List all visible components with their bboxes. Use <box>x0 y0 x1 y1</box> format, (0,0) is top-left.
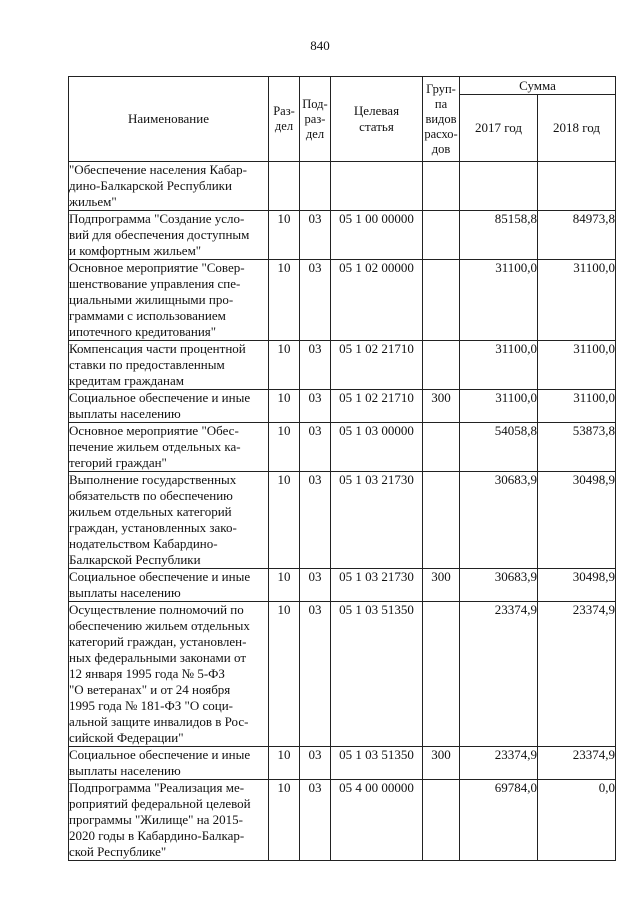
header-sum: Сумма <box>460 77 616 95</box>
row-section: 10 <box>269 747 300 780</box>
table-row <box>69 390 616 423</box>
table-row <box>69 211 616 260</box>
table-row <box>69 341 616 390</box>
row-sum-2018: 23374,9 <box>538 747 616 780</box>
row-sum-2017: 30683,9 <box>460 569 538 602</box>
row-target-article: 05 4 00 00000 <box>331 780 423 861</box>
row-sum-2017: 23374,9 <box>460 602 538 747</box>
row-name: Социальное обеспечение и иные выплаты населению <box>69 390 269 423</box>
row-subsection: 03 <box>300 747 331 780</box>
row-subsection: 03 <box>300 341 331 390</box>
table-row <box>69 423 616 472</box>
row-sum-2018: 30498,9 <box>538 472 616 569</box>
row-subsection <box>300 162 331 211</box>
row-expense-group <box>423 211 460 260</box>
header-name: Наименование <box>69 77 269 162</box>
table-row <box>69 780 616 861</box>
row-expense-group <box>423 780 460 861</box>
row-name: Подпрограмма "Создание усло- вий для обеспечения доступным и комфортным жильем" <box>69 211 269 260</box>
row-subsection: 03 <box>300 260 331 341</box>
row-sum-2017: 23374,9 <box>460 747 538 780</box>
row-sum-2018: 31100,0 <box>538 341 616 390</box>
row-sum-2018: 53873,8 <box>538 423 616 472</box>
row-name: Осуществление полномочий по обеспечению жильем отдельных категорий граждан, установлен- ных федеральными законами от 12 января 1995 года № 5-ФЗ "О ветеранах" и от 24 ноября 1995 года № 181-ФЗ "О соци- альной защите инвалидов в Рос- сийской Федерации" <box>69 602 269 747</box>
row-section: 10 <box>269 423 300 472</box>
row-sum-2018: 31100,0 <box>538 260 616 341</box>
row-name: Основное мероприятие "Обес- печение жильем отдельных ка- тегорий граждан" <box>69 423 269 472</box>
row-expense-group <box>423 602 460 747</box>
page-number: 840 <box>310 38 330 53</box>
row-subsection: 03 <box>300 602 331 747</box>
row-target-article: 05 1 03 21730 <box>331 472 423 569</box>
row-target-article: 05 1 02 21710 <box>331 341 423 390</box>
row-subsection: 03 <box>300 569 331 602</box>
row-sum-2017: 31100,0 <box>460 260 538 341</box>
row-expense-group <box>423 423 460 472</box>
row-subsection: 03 <box>300 472 331 569</box>
row-sum-2017: 31100,0 <box>460 390 538 423</box>
row-subsection: 03 <box>300 390 331 423</box>
row-section: 10 <box>269 341 300 390</box>
row-expense-group: 300 <box>423 569 460 602</box>
row-name: Социальное обеспечение и иные выплаты населению <box>69 747 269 780</box>
row-target-article: 05 1 03 00000 <box>331 423 423 472</box>
header-expense-group: Груп- па видов расхо- дов <box>423 77 460 162</box>
row-sum-2017 <box>460 162 538 211</box>
row-subsection: 03 <box>300 780 331 861</box>
header-section: Раз- дел <box>269 77 300 162</box>
row-sum-2018: 0,0 <box>538 780 616 861</box>
row-name: Компенсация части процентной ставки по предоставленным кредитам гражданам <box>69 341 269 390</box>
row-sum-2018 <box>538 162 616 211</box>
header-year-2018: 2018 год <box>538 95 616 162</box>
row-target-article: 05 1 03 51350 <box>331 602 423 747</box>
row-section: 10 <box>269 211 300 260</box>
row-name: "Обеспечение населения Кабар- дино-Балкарской Республики жильем" <box>69 162 269 211</box>
budget-table <box>68 76 616 861</box>
table-row <box>69 260 616 341</box>
row-sum-2017: 85158,8 <box>460 211 538 260</box>
row-sum-2018: 84973,8 <box>538 211 616 260</box>
row-name: Основное мероприятие "Совер- шенствование управления спе- циальными жилищными про- граммами с использованием ипотечного кредитования" <box>69 260 269 341</box>
header-subsection: Под- раз- дел <box>300 77 331 162</box>
table-row <box>69 602 616 747</box>
row-target-article: 05 1 02 21710 <box>331 390 423 423</box>
table-row <box>69 569 616 602</box>
row-expense-group: 300 <box>423 747 460 780</box>
table-row <box>69 747 616 780</box>
header-target-article: Целевая статья <box>331 77 423 162</box>
row-section: 10 <box>269 260 300 341</box>
row-expense-group: 300 <box>423 390 460 423</box>
row-name: Подпрограмма "Реализация ме- роприятий федеральной целевой программы "Жилище" на 2015- 2020 годы в Кабардино-Балкар- ской Республике" <box>69 780 269 861</box>
row-section: 10 <box>269 780 300 861</box>
row-expense-group <box>423 162 460 211</box>
row-sum-2018: 31100,0 <box>538 390 616 423</box>
row-section <box>269 162 300 211</box>
row-sum-2017: 54058,8 <box>460 423 538 472</box>
row-section: 10 <box>269 472 300 569</box>
row-target-article: 05 1 00 00000 <box>331 211 423 260</box>
row-name: Выполнение государственных обязательств по обеспечению жильем отдельных категорий граждан, установленных зако- нодательством Кабардино- Балкарской Республики <box>69 472 269 569</box>
row-name: Социальное обеспечение и иные выплаты населению <box>69 569 269 602</box>
header-year-2017: 2017 год <box>460 95 538 162</box>
row-section: 10 <box>269 569 300 602</box>
row-target-article: 05 1 02 00000 <box>331 260 423 341</box>
row-sum-2017: 69784,0 <box>460 780 538 861</box>
row-section: 10 <box>269 390 300 423</box>
row-sum-2017: 31100,0 <box>460 341 538 390</box>
table-row <box>69 472 616 569</box>
row-expense-group <box>423 341 460 390</box>
row-target-article <box>331 162 423 211</box>
row-sum-2018: 30498,9 <box>538 569 616 602</box>
table-row <box>69 162 616 211</box>
row-target-article: 05 1 03 51350 <box>331 747 423 780</box>
table-body <box>69 162 616 861</box>
row-section: 10 <box>269 602 300 747</box>
row-expense-group <box>423 472 460 569</box>
row-subsection: 03 <box>300 423 331 472</box>
row-target-article: 05 1 03 21730 <box>331 569 423 602</box>
row-subsection: 03 <box>300 211 331 260</box>
row-expense-group <box>423 260 460 341</box>
row-sum-2018: 23374,9 <box>538 602 616 747</box>
row-sum-2017: 30683,9 <box>460 472 538 569</box>
